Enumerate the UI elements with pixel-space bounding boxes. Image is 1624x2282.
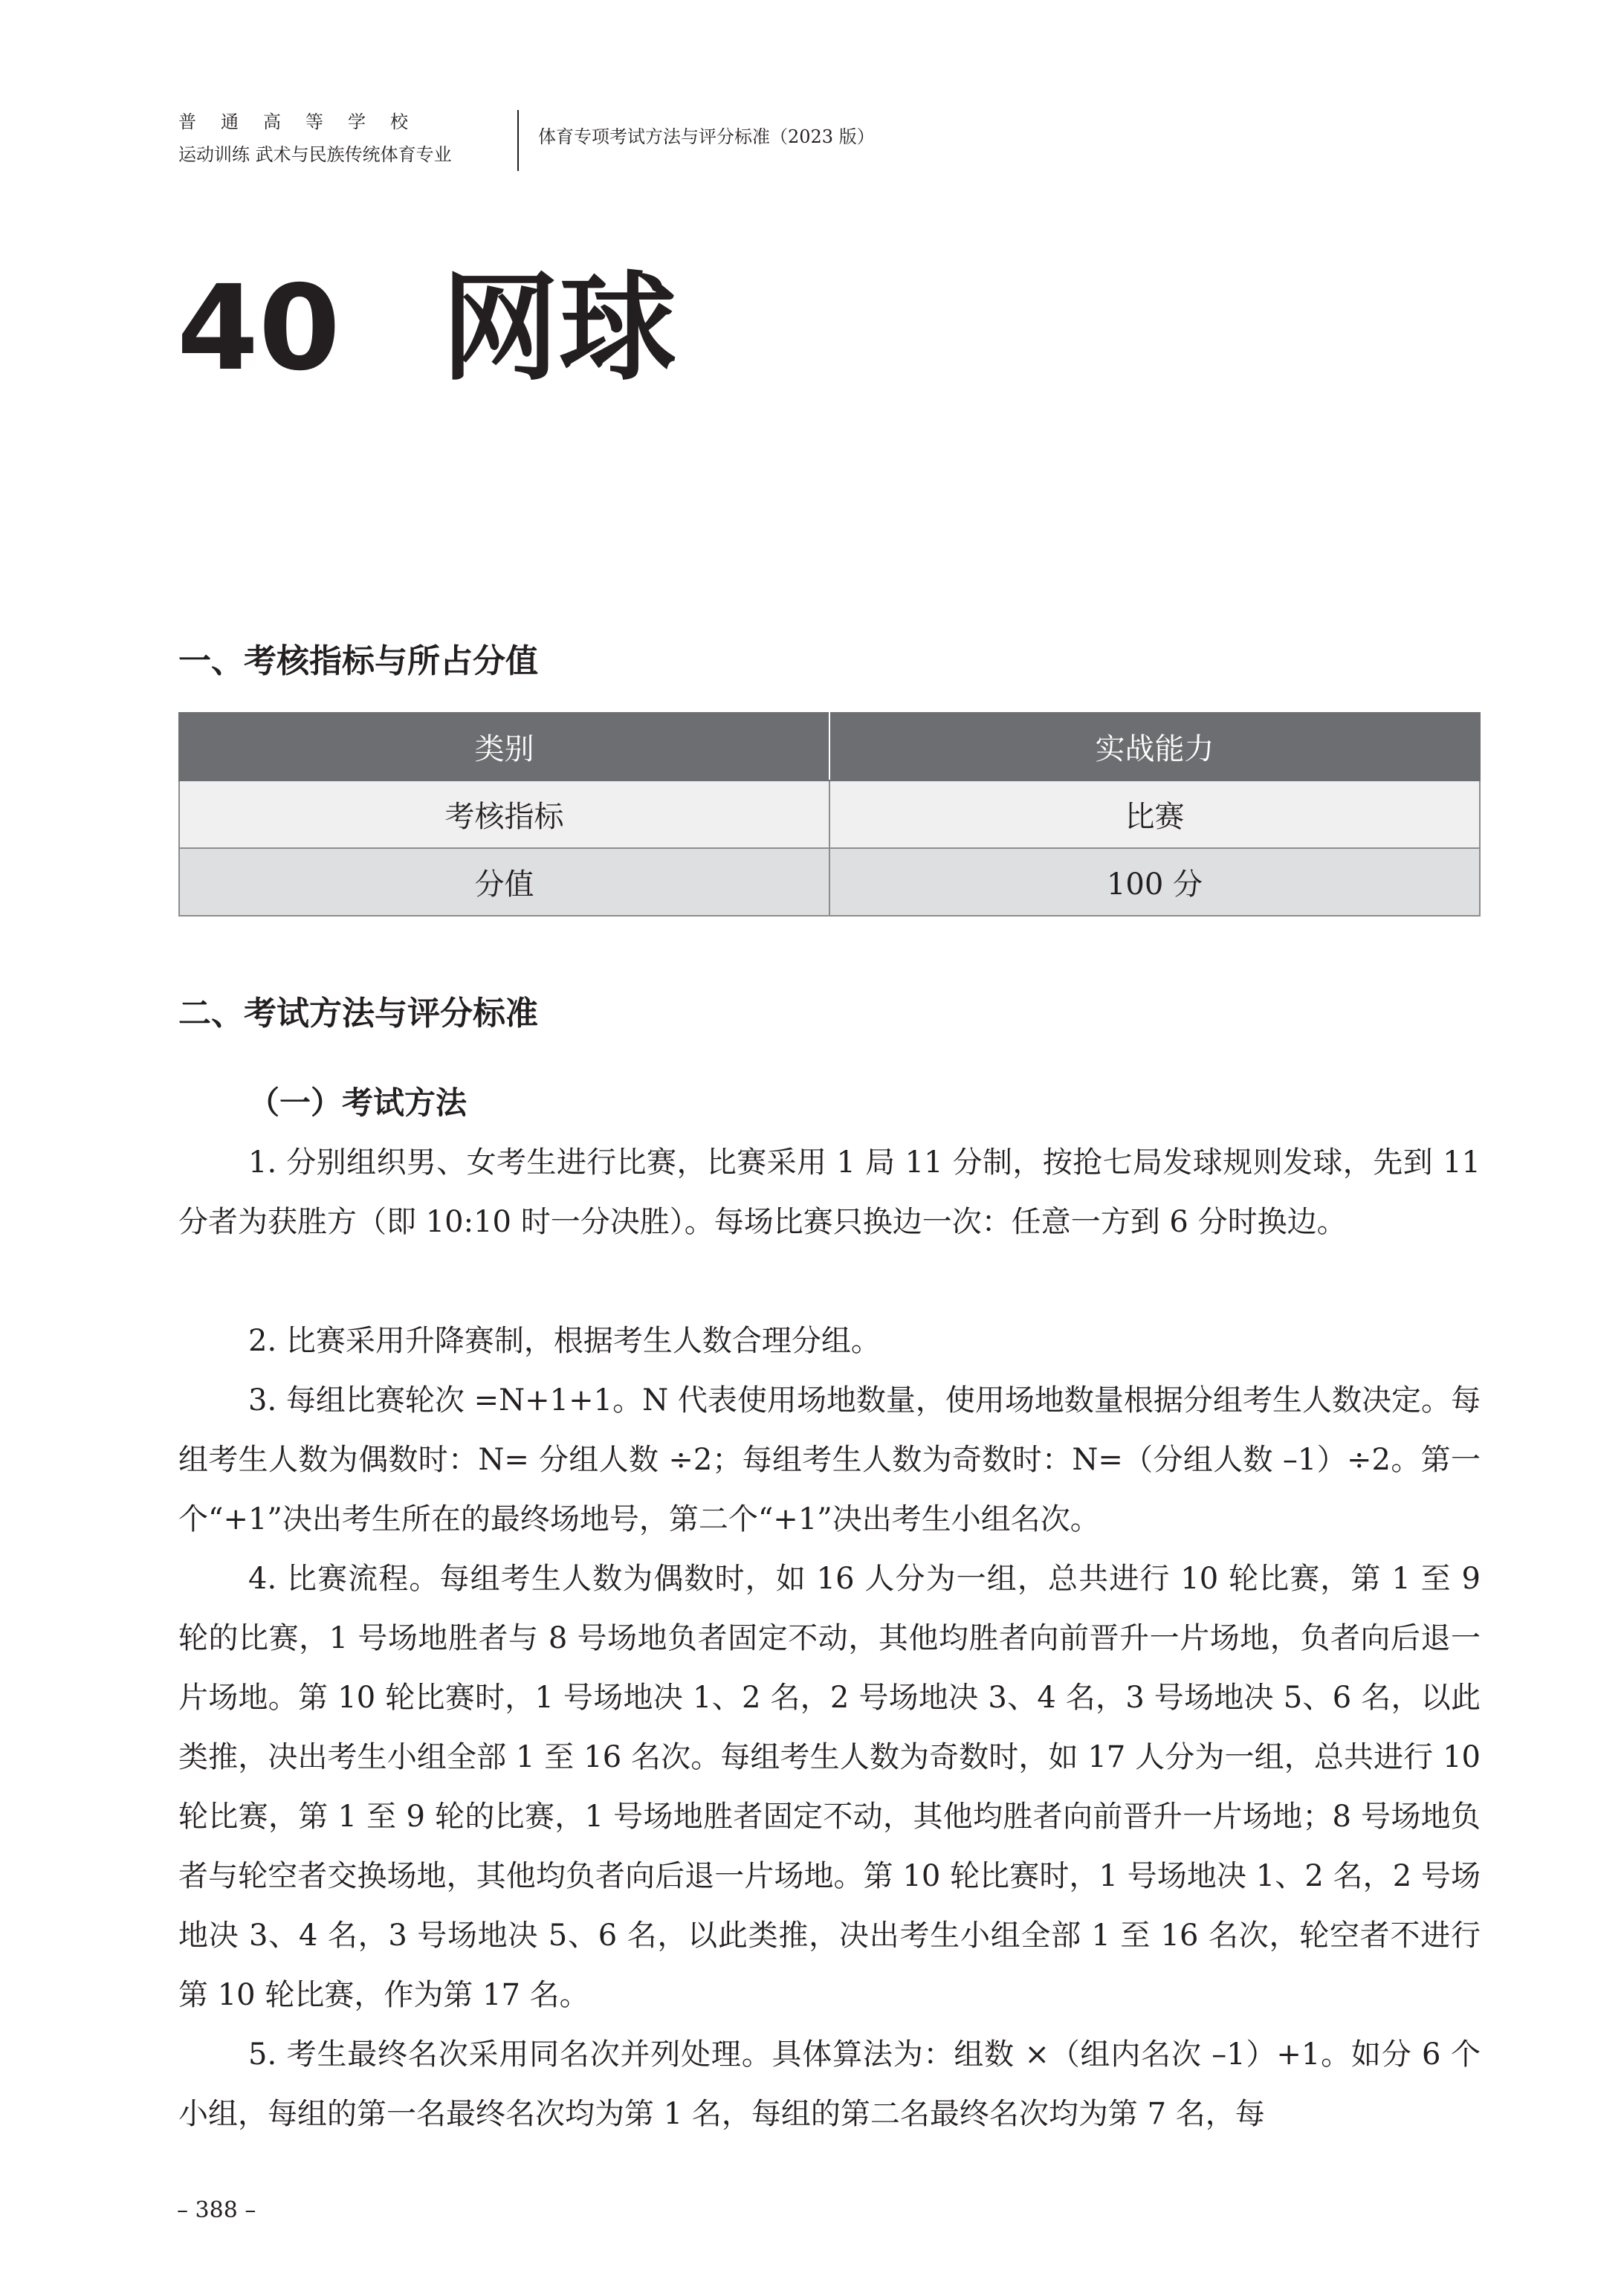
score-table xyxy=(178,712,1481,917)
table-cell: 分值 xyxy=(179,848,829,916)
table-header-cell: 实战能力 xyxy=(829,713,1480,780)
table-row xyxy=(179,848,1480,916)
series-title xyxy=(178,110,505,167)
series-title-line2: 运动训练 武术与民族传统体育专业 xyxy=(178,144,452,165)
section-heading-2: 二、考试方法与评分标准 xyxy=(178,995,538,1032)
book-title: 体育专项考试方法与评分标准（2023 版） xyxy=(538,126,875,147)
chapter-title xyxy=(177,262,676,395)
paragraph-2: 2. 比赛采用升降赛制，根据考生人数合理分组。 xyxy=(248,1324,881,1358)
paragraph-5: 5. 考生最终名次采用同名次并列处理。具体算法为：组数 ×（组内名次 –1）+1。如分 6 个小组，每组的第一名最终名次均为第 1 名，每组的第二名最终名次均为第 7 名，每 xyxy=(178,2037,1481,2131)
paragraph-1: 1. 分别组织男、女考生进行比赛，比赛采用 1 局 11 分制，按抢七局发球规则发球，先到 11 分者为获胜方（即 10:10 时一分决胜）。每场比赛只换边一次：任意一方到 6 分时换边。 xyxy=(178,1145,1481,1239)
table-cell: 100 分 xyxy=(829,848,1480,916)
section-heading-1: 一、考核指标与所占分值 xyxy=(178,642,538,680)
header-divider xyxy=(517,110,519,171)
table-header-row xyxy=(179,713,1480,780)
table-header-cell: 类别 xyxy=(179,713,829,780)
paragraph-4: 4. 比赛流程。每组考生人数为偶数时，如 16 人分为一组，总共进行 10 轮比赛，第 1 至 9 轮的比赛，1 号场地胜者与 8 号场地负者固定不动，其他均胜者向前晋升一片场地，负者向后退一片场地。第 10 轮比赛时，1 号场地决 1、2 名，2 号场地决 3、4 名，3 号场地决 5、6 名，以此类推，决出考生小组全部 1 至 16 名次。每组考生人数为奇数时，如 17 人分为一组，总共进行 10 轮比赛，第 1 至 9 轮的比赛，1 号场地胜者固定不动，其他均胜者向前晋升一片场地；8 号场地负者与轮空者交换场地，其他均负者向后退一片场地。第 10 轮比赛时，1 号场地决 1、2 名，2 号场地决 3、4 名，3 号场地决 5、6 名，以此类推，决出考生小组全部 1 至 16 名次，轮空者不进行第 10 轮比赛，作为第 17 名。 xyxy=(178,1562,1481,2012)
table-row xyxy=(179,780,1480,848)
chapter-name: 网球 xyxy=(441,260,676,397)
subsection-heading: （一）考试方法 xyxy=(248,1085,468,1121)
page-number: – 388 – xyxy=(177,2197,256,2223)
paragraph-3: 3. 每组比赛轮次 =N+1+1。N 代表使用场地数量，使用场地数量根据分组考生人数决定。每组考生人数为偶数时：N= 分组人数 ÷2；每组考生人数为奇数时：N=（分组人数 –1）÷2。第一个“+1”决出考生所在的最终场地号，第二个“+1”决出考生小组名次。 xyxy=(178,1383,1481,1536)
chapter-number: 40 xyxy=(177,260,340,397)
series-title-line1: 普通高等学校 xyxy=(178,111,433,132)
table-cell: 比赛 xyxy=(829,780,1480,848)
table-cell: 考核指标 xyxy=(179,780,829,848)
